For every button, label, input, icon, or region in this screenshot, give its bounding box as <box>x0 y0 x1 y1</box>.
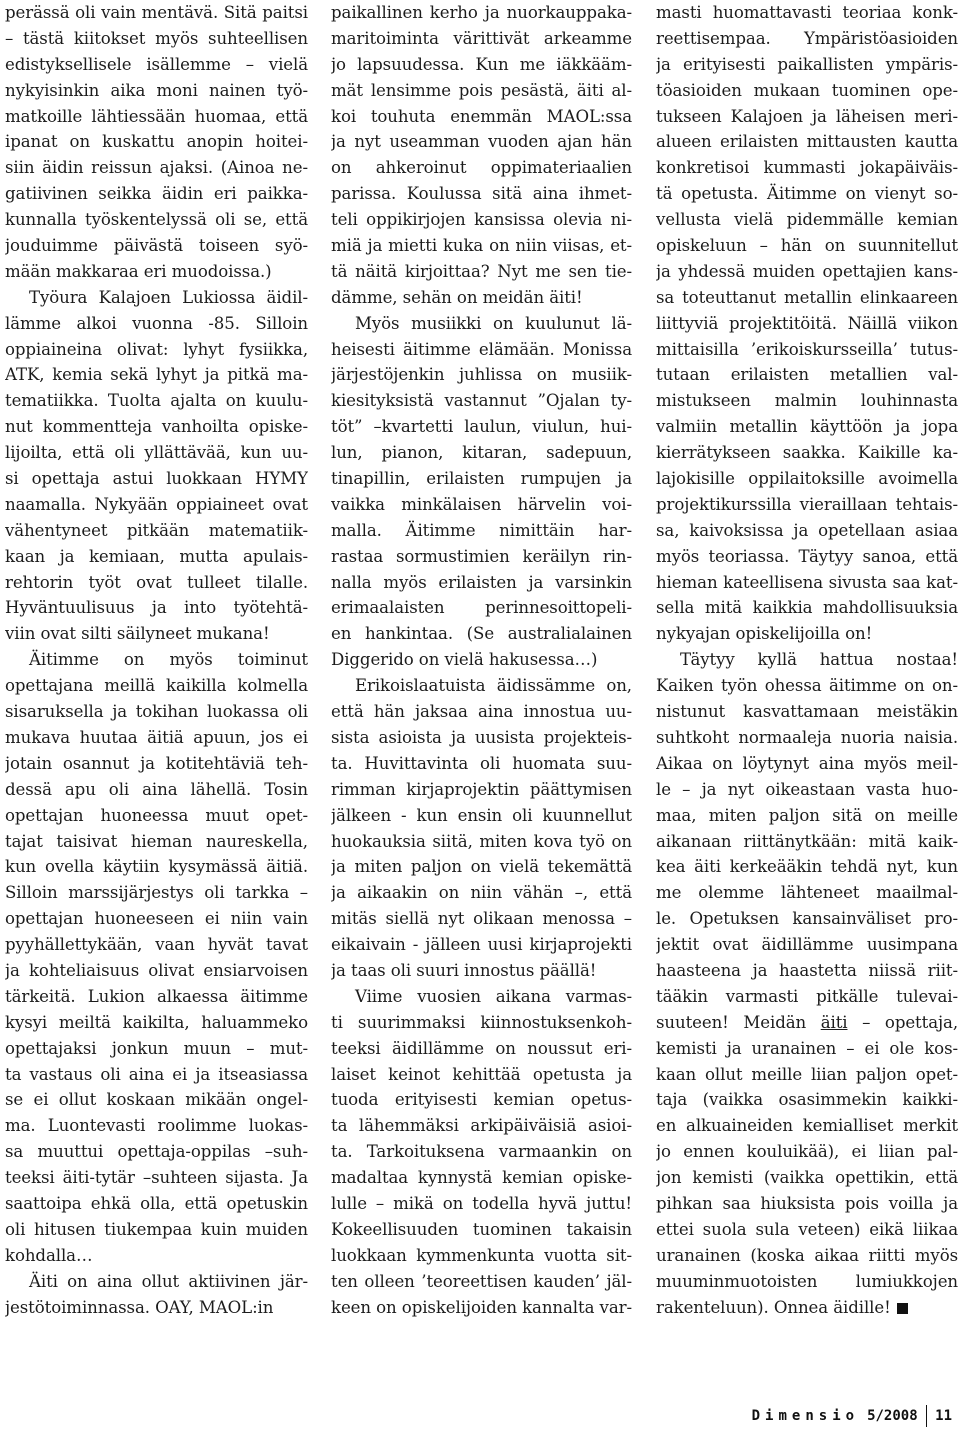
text-line: gatiivinen seikka äidin eri paikka- <box>5 184 308 204</box>
text-line: teli oppikirjojen kansissa olevia ni- <box>331 210 632 230</box>
text-line: tukseen Kalajoen ja läheisen meri- <box>656 106 958 126</box>
text-line: töasioiden mukaan tuominen ope- <box>656 80 958 100</box>
text-line: le. Opetuksen kansainväliset pro- <box>656 909 958 929</box>
text-line: ja nyt useamman vuoden ajan hän <box>331 132 632 152</box>
text-line: le – ja nyt oikeastaan vasta huo- <box>656 779 958 799</box>
text-line: si opettaja astui luokkaan HYMY <box>5 469 308 489</box>
text-line: sisaruksella ja tokihan luokassa oli <box>5 702 308 722</box>
text-line: rimman kirjaprojektin päättymisen <box>331 779 632 799</box>
text-line: kea äiti kerkeääkin tehdä nyt, kun <box>656 857 958 877</box>
text-line: ta. Tarkoituksena varmaankin on <box>331 1142 632 1162</box>
text-line: ja erityisesti paikallisten ympäris- <box>656 54 958 74</box>
text-line: mistukseen malmin louhinnasta <box>656 391 958 411</box>
text-line: tematiikka. Tuolta ajalta on kuulu- <box>5 391 308 411</box>
text-line: mukava huutaa äitiä apuun, jos ei <box>5 727 308 747</box>
text-line: lajokisille oppilaitoksille avoimella <box>656 469 958 489</box>
text-line: nykyajan opiskelijoilla on! <box>656 624 873 644</box>
text-line: miä ja mietti kuka on niin viisas, et- <box>331 236 632 256</box>
text-line: sa, kaivoksissa ja opetellaan asiaa <box>656 520 958 540</box>
text-line: nalla myös erilaisten ja varsinkin <box>331 572 632 592</box>
text-line: haasteena ja haastetta niissä riit- <box>656 960 958 980</box>
text-line: opiskeluun – hän on suunnitellut <box>656 236 958 256</box>
text-line: konkretisoi kummasti jokapäiväis- <box>656 158 958 178</box>
text-line: opettajaksi jonkun muun – mut- <box>5 1038 308 1058</box>
text-line: ipanat on kuskattu anopin hoitei- <box>5 132 308 152</box>
text-line: kohdalla… <box>5 1245 93 1265</box>
text-line: taja (vaikka osasimmekin kaikki- <box>656 1090 958 1110</box>
text-line: jotain osannut ja kotitehtäviä teh- <box>5 753 308 773</box>
text-line: dessä apu oli aina lähellä. Tosin <box>5 779 308 799</box>
text-line: Äitimme on myös toiminut <box>29 650 308 670</box>
text-line: sista asioista ja uusista projekteis- <box>331 727 632 747</box>
text-line: Myös musiikki on kuulunut lä- <box>355 313 632 333</box>
text-line: Kokeellisuuden tuominen takaisin <box>331 1219 632 1239</box>
text-line: tääkin varmasti pitkälle tulevai- <box>656 986 958 1006</box>
text-line: kiesityksistä vastannut ”Ojalan ty- <box>331 391 632 411</box>
text-line: myös teoriassa. Täytyy sanoa, että <box>656 546 958 566</box>
text-line: ettei suola sula veteen) eikä liikaa <box>656 1219 958 1239</box>
text-line: perässä oli vain mentävä. Sitä paitsi <box>5 3 308 22</box>
text-line: edistyksellisele isällemme – vielä <box>5 54 308 74</box>
text-line: me olemme lähteneet maailmal- <box>656 883 958 903</box>
text-line: ja taas oli suuri innostus päällä! <box>331 960 597 980</box>
text-line: nykyisinkin aika moni nainen työ- <box>5 80 308 100</box>
text-line: tä opetusta. Äitimme on vienyt so- <box>656 184 958 204</box>
text-line: Työura Kalajoen Lukiossa äidil- <box>29 287 308 307</box>
text-line: jestötoiminnassa. OAY, MAOL:in <box>5 1297 274 1317</box>
text-column-2 <box>331 0 632 1320</box>
text-line: mään makkaraa eri muodoissa.) <box>5 261 272 281</box>
text-line: parissa. Koulussa sitä aina ihmet- <box>331 184 632 204</box>
text-line: aikanaan riittänytkään: mitä kaik- <box>656 831 958 851</box>
text-line: uranainen (koska aikaa riitti myös <box>656 1245 958 1265</box>
text-line: lulle – mikä on todella hyvä juttu! <box>331 1193 632 1213</box>
text-line: ja miten paljon on vielä tekemättä <box>331 857 632 877</box>
text-line: jouduimme päivästä toiseen syö- <box>5 236 308 256</box>
text-line: mittaisilla ’erikoiskursseilla’ tutus- <box>656 339 958 359</box>
text-line: oli hitusen tiukempaa kuin muiden <box>5 1219 308 1239</box>
text-line: Silloin marssijärjestys oli tarkka – <box>5 883 308 903</box>
text-line: keen on opiskelijoiden kannalta var- <box>331 1297 632 1317</box>
text-line: tutaan erilaisten metallien val- <box>656 365 958 385</box>
text-line: saattoipa ehkä olla, että opetuskin <box>5 1193 308 1213</box>
text-line: tinapillin, erilaisten rumpujen ja <box>331 469 632 489</box>
text-line: ten olleen ’teoreettisen kauden’ jäl- <box>331 1271 632 1291</box>
text-line: projektikurssilla vieraillaan tehtais- <box>656 494 958 514</box>
text-line: nut kommentteja vanhoilta opiske- <box>5 417 308 437</box>
text-line: Aikaa on löytynyt aina myös meil- <box>656 753 958 773</box>
text-line: vähentyneet pitkään matematiik- <box>5 520 308 540</box>
page-footer <box>752 1405 952 1427</box>
text-line: lijoilta, että oli yllättävää, kun uu- <box>5 443 308 463</box>
text-column-1 <box>5 0 308 1320</box>
text-line: opettajana meillä kaikilla kolmella <box>5 676 308 696</box>
text-line: töt” –kvartetti laulun, viulun, hui- <box>331 417 632 437</box>
text-line: Hyväntuulisuus ja into työtehtä- <box>5 598 308 618</box>
text-line: kysyi meiltä kaikilta, haluammeko <box>5 1012 308 1032</box>
text-line: masti huomattavasti teoriaa konk- <box>656 3 958 22</box>
text-line: lun, pianon, kitaran, sadepuun, <box>331 443 632 463</box>
text-line: että hän jaksaa aina innostua uu- <box>331 702 632 722</box>
text-line: teeksi äiti-tytär –suhteen sijasta. Ja <box>5 1168 308 1188</box>
text-line: madaltaa kynnystä kemian opiske- <box>331 1168 632 1188</box>
text-line: malla. Äitimme nimittäin har- <box>331 520 632 540</box>
text-line: ta vastaus oli aina ei ja itseasiassa <box>5 1064 308 1084</box>
text-line: nistunut kasvattamaan meistäkin <box>656 702 958 722</box>
text-line: dämme, sehän on meidän äiti! <box>331 287 583 307</box>
text-line: kierrätykseen saakka. Kaikille ka- <box>656 443 958 463</box>
text-line: ta. Huvittavinta oli huomata suu- <box>331 753 632 773</box>
text-line: hieman kateellisena sivusta saa kat- <box>656 572 958 592</box>
text-line: naamalla. Nykyään oppiaineet ovat <box>5 494 308 514</box>
text-line: kunnalla työskentelyssä oli se, että <box>5 210 308 230</box>
text-line: Diggerido on vielä hakusessa…) <box>331 650 598 670</box>
text-line: eikaivain - jälleen uusi kirjaprojekti <box>331 935 632 955</box>
text-line: erimaalaisten perinnesoittopeli- <box>331 598 632 618</box>
text-line: alueen erilaisten mittausten kautta <box>656 132 958 152</box>
text-line: laiset keinot kehittää opetusta ja <box>331 1064 632 1084</box>
text-line: teeksi äidillämme on noussut eri- <box>331 1038 632 1058</box>
text-line: pyyhällettykään, vaan hyvät tavat <box>5 935 308 955</box>
text-line: se ei ollut koskaan mikään ongel- <box>5 1090 308 1110</box>
text-line: sa toteuttanut metallin elinkaareen <box>656 287 958 307</box>
end-of-article-mark <box>897 1303 908 1314</box>
text-line: kun ovella käytiin kysymässä äitiä. <box>5 857 308 877</box>
text-line: Äiti on aina ollut aktiivinen jär- <box>29 1271 308 1291</box>
text-line: opettajan huoneeseen ei niin vain <box>5 909 308 929</box>
page-number: 11 <box>935 1408 952 1424</box>
text-line: rakenteluun). Onnea äidille! <box>656 1295 958 1321</box>
text-column-3 <box>656 0 958 1320</box>
text-line: kaan ja kemiaan, mutta apulais- <box>5 546 308 566</box>
text-line: valmiin metallin käyttöön ja jopa <box>656 417 958 437</box>
text-line: jon kemisti (vaikka opettikin, että <box>656 1168 958 1188</box>
text-line: tärkeitä. Lukion alkaessa äitimme <box>5 986 308 1006</box>
text-line: tuoda erityisesti kemian opetus- <box>331 1090 632 1110</box>
text-line: reettisempaa. Ympäristöasioiden <box>656 28 958 48</box>
text-line: huokauksia siitä, miten kova työ on <box>331 831 632 851</box>
issue-number: 5/2008 <box>867 1408 918 1424</box>
text-line: rastaa sormustimien keräilyn rin- <box>331 546 632 566</box>
text-line: vellusta vielä pidemmälle kemian <box>656 210 958 230</box>
text-line: kemisti ja uranainen – ei ole kos- <box>656 1038 958 1058</box>
text-line: on ahkeroinut oppimateriaalien <box>331 158 632 178</box>
text-line: en alkuaineiden kemialliset merkit <box>656 1116 958 1136</box>
text-line: opettajan huoneessa muut opet- <box>5 805 308 825</box>
text-line: liittyviä projektitöitä. Näillä viikon <box>656 313 958 333</box>
text-line: jälkeen - kun ensin oli kuunnellut <box>331 805 632 825</box>
text-line: jektit ovat äidillämme uusimpana <box>656 935 958 955</box>
text-line: ti suurimmaksi kiinnostuksenkoh- <box>331 1012 632 1032</box>
text-line: tä näitä kirjoittaa? Nyt me sen tie- <box>331 261 632 281</box>
text-line: luokkaan kymmenkunta vuotta sit- <box>331 1245 632 1265</box>
text-line: suhtkoht normaaleja nuoria naisia. <box>656 727 958 747</box>
text-line: sa muuttui opettaja-oppilas –suh- <box>5 1142 308 1162</box>
text-line: viin ovat silti säilyneet mukana! <box>5 624 270 644</box>
text-line: paikallinen kerho ja nuorkauppaka- <box>331 3 632 22</box>
text-line: mät lensimme pois pesästä, äiti al- <box>331 80 632 100</box>
text-line: matkoille lähtiessään huomaa, että <box>5 106 308 126</box>
text-line: oppiaineina olivat: lyhyt fysiikka, <box>5 339 308 359</box>
text-line: pihkan saa hiuksista pois voilla ja <box>656 1193 958 1213</box>
text-line: maa, miten paljon sitä on meille <box>656 805 958 825</box>
text-line: ta lähemmäksi arkipäiväisiä asioi- <box>331 1116 632 1136</box>
text-line: suuteen! Meidän äiti – opettaja, <box>656 1012 958 1032</box>
text-line: heisesti äitimme elämään. Monissa <box>331 339 632 359</box>
text-line: tajat taisivat hieman naureskella, <box>5 831 308 851</box>
text-line: Kaiken työn ohessa äitimme on on- <box>656 676 958 696</box>
underlined-word: äiti <box>820 1012 848 1032</box>
text-line: muuminmuotoisten lumiukkojen <box>656 1271 958 1291</box>
text-line: jo lapsuudessa. Kun me iäkkääm- <box>331 54 632 74</box>
text-line: sella mitä kaikkia mahdollisuuksia <box>656 598 958 618</box>
text-line: Erikoislaatuista äidissämme on, <box>355 676 632 696</box>
text-line: – tästä kiitokset myös suhteellisen <box>5 28 308 48</box>
text-line: ma. Luontevasti roolimme luokas- <box>5 1116 308 1136</box>
text-line: siin äidin reissun ajaksi. (Ainoa ne- <box>5 158 308 178</box>
text-line: kaan ollut meille liian paljon opet- <box>656 1064 958 1084</box>
magazine-name: Dimensio <box>751 1408 860 1424</box>
text-line: järjestöjenkin juhlissa on musiik- <box>331 365 632 385</box>
text-line: koi touhuta enemmän MAOL:ssa <box>331 106 632 126</box>
text-line: ja yhdessä muiden opettajien kans- <box>656 261 958 281</box>
text-line: ATK, kemia sekä lyhyt ja pitkä ma- <box>5 365 308 385</box>
text-line: mitäs siellä nyt olikaan menossa – <box>331 909 632 929</box>
text-line: ja kohteliaisuus olivat ensiarvoisen <box>5 960 308 980</box>
text-line: Viime vuosien aikana varmas- <box>355 986 632 1006</box>
text-line: vaikka minkälaisen härvelin voi- <box>331 494 632 514</box>
text-line: rehtorin työt ovat tulleet tilalle. <box>5 572 308 592</box>
text-line: maritoiminta värittivät arkeamme <box>331 28 632 48</box>
text-line: jo ennen kouluikää), ei liian pal- <box>656 1142 958 1162</box>
text-line: Täytyy kyllä hattua nostaa! <box>680 650 958 670</box>
footer-divider <box>926 1405 928 1427</box>
text-line: lämme alkoi vuonna -85. Silloin <box>5 313 308 333</box>
text-line: en hankintaa. (Se australialainen <box>331 624 632 644</box>
text-line: ja aikaakin on niin vähän –, että <box>331 883 632 903</box>
